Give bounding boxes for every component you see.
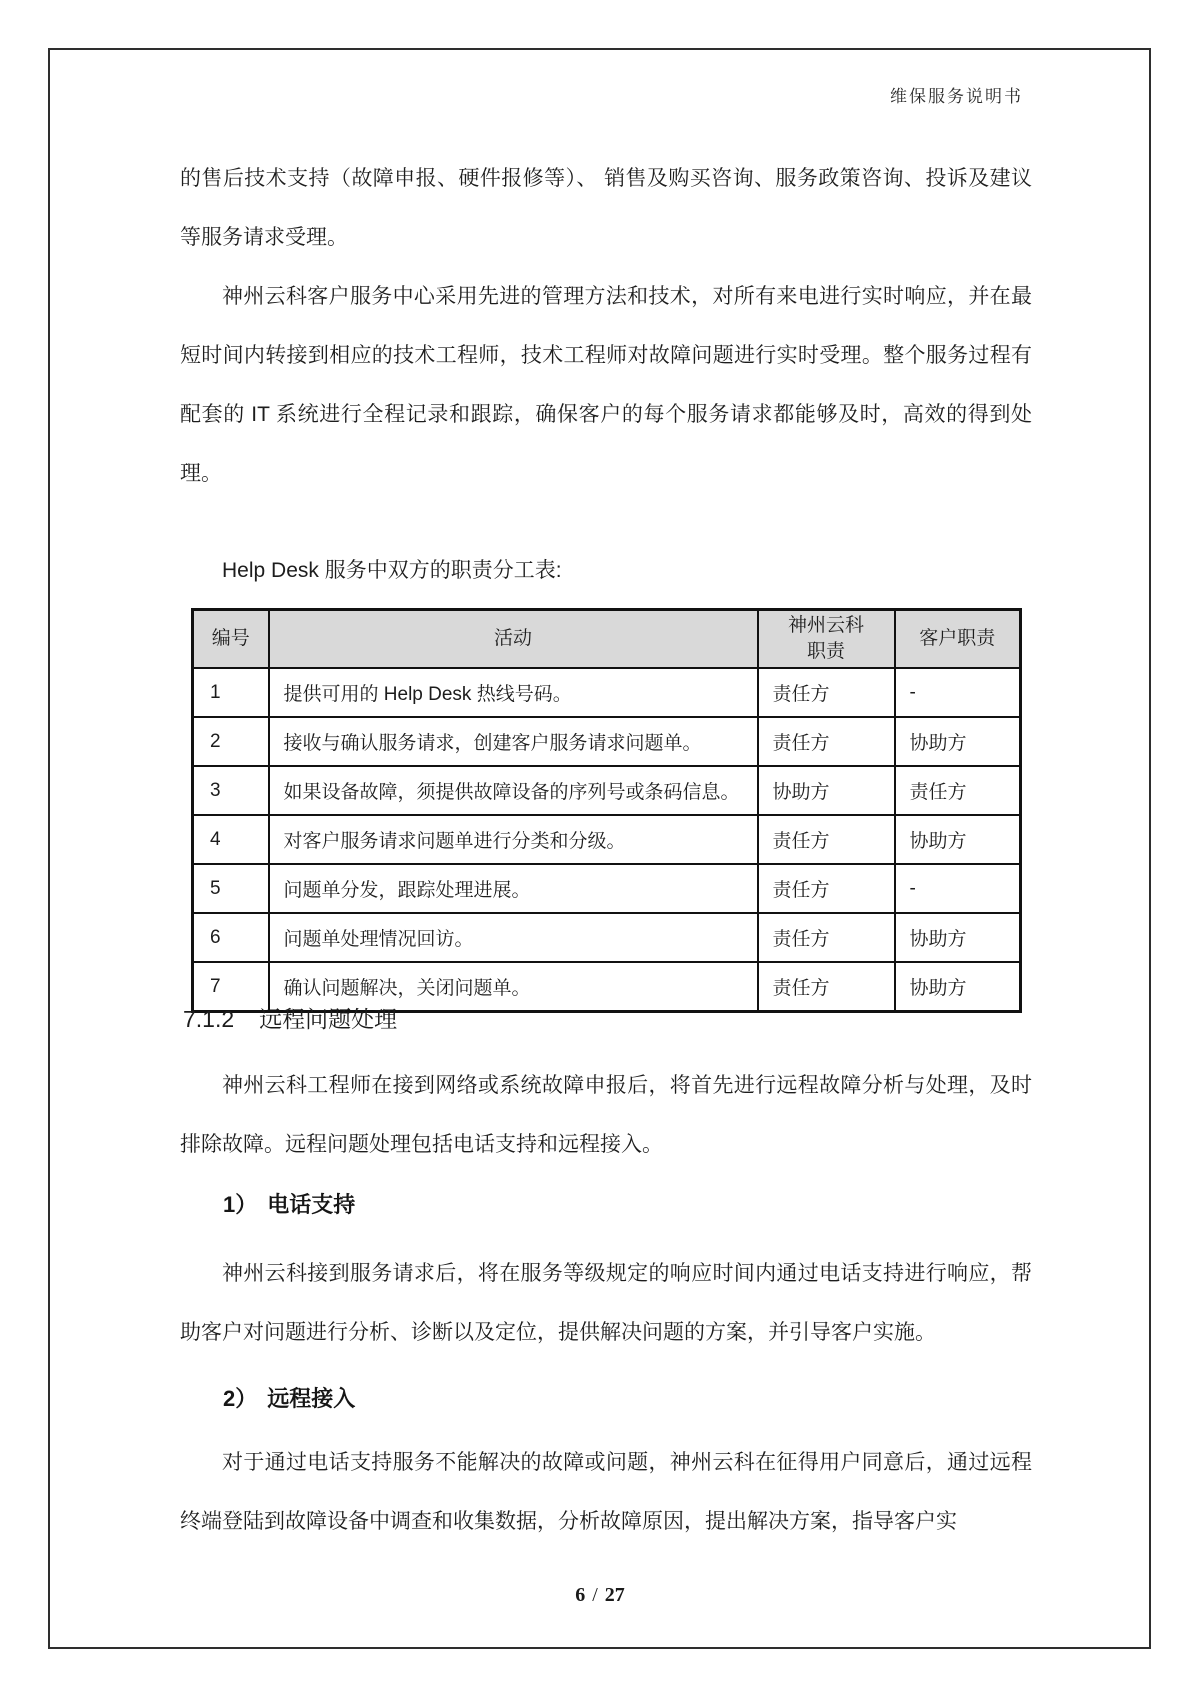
page-separator: / — [592, 1584, 598, 1606]
page-current: 6 — [575, 1584, 586, 1606]
header-vendor-line2: 职责 — [806, 641, 845, 662]
cell-vendor: 责任方 — [758, 815, 895, 864]
subheading-2-title: 远程接入 — [267, 1386, 356, 1411]
cell-customer: 协助方 — [895, 962, 1021, 1012]
paragraph-remote-access: 对于通过电话支持服务不能解决的故障或问题，神州云科在征得用户同意后，通过远程终端登陆到故障设备中调查和收集数据，分析故障原因，提出解决方案，指导客户实 — [180, 1451, 1032, 1533]
cell-vendor: 责任方 — [758, 864, 895, 913]
cell-vendor: 责任方 — [758, 962, 895, 1012]
cell-id: 4 — [193, 815, 269, 864]
cell-customer: 协助方 — [895, 815, 1021, 864]
header-cell-customer: 客户职责 — [895, 610, 1021, 669]
paragraph-continuation: 的售后技术支持（故障申报、硬件报修等）、 销售及购买咨询、服务政策咨询、投诉及建议等服务请求受理。 — [180, 167, 1032, 249]
cell-activity: 接收与确认服务请求，创建客户服务请求问题单。 — [269, 717, 758, 766]
subheading-1-title: 电话支持 — [267, 1192, 356, 1217]
cell-customer: 责任方 — [895, 766, 1021, 815]
cell-activity: 提供可用的 Help Desk 热线号码。 — [269, 668, 758, 717]
responsibility-table — [191, 608, 1022, 1013]
page-header-title: 维保服务说明书 — [890, 87, 1023, 106]
section-number: 7.1.2 — [183, 1006, 235, 1032]
cell-customer: - — [895, 864, 1021, 913]
cell-activity: 问题单处理情况回访。 — [269, 913, 758, 962]
subheading-1-label: 1） — [223, 1192, 258, 1217]
table-row — [193, 668, 1021, 717]
cell-activity: 问题单分发，跟踪处理进展。 — [269, 864, 758, 913]
subheading-phone-support — [223, 1188, 355, 1219]
cell-id: 3 — [193, 766, 269, 815]
subheading-remote-access — [223, 1382, 355, 1413]
cell-activity: 确认问题解决，关闭问题单。 — [269, 962, 758, 1012]
table-intro-line: Help Desk 服务中双方的职责分工表: — [222, 559, 562, 582]
table-row — [193, 717, 1021, 766]
cell-customer: - — [895, 668, 1021, 717]
table-row — [193, 913, 1021, 962]
header-cell-activity: 活动 — [269, 610, 758, 669]
cell-vendor: 协助方 — [758, 766, 895, 815]
header-cell-vendor — [758, 610, 895, 669]
cell-vendor: 责任方 — [758, 668, 895, 717]
cell-vendor: 责任方 — [758, 913, 895, 962]
page-number — [0, 1584, 1200, 1607]
section-heading-712 — [183, 1001, 397, 1034]
table-header-row — [193, 610, 1021, 669]
section-title: 远程问题处理 — [259, 1006, 398, 1032]
cell-id: 1 — [193, 668, 269, 717]
paragraph-phone-support: 神州云科接到服务请求后，将在服务等级规定的响应时间内通过电话支持进行响应，帮助客户对问题进行分析、诊断以及定位，提供解决问题的方案，并引导客户实施。 — [180, 1262, 1032, 1344]
cell-activity: 对客户服务请求问题单进行分类和分级。 — [269, 815, 758, 864]
page-total: 27 — [604, 1584, 625, 1606]
table-row — [193, 766, 1021, 815]
cell-id: 5 — [193, 864, 269, 913]
cell-customer: 协助方 — [895, 717, 1021, 766]
cell-id: 2 — [193, 717, 269, 766]
table-row — [193, 815, 1021, 864]
header-cell-id: 编号 — [193, 610, 269, 669]
subheading-2-label: 2） — [223, 1386, 258, 1411]
cell-activity: 如果设备故障，须提供故障设备的序列号或条码信息。 — [269, 766, 758, 815]
cell-id: 6 — [193, 913, 269, 962]
paragraph-service-center: 神州云科客户服务中心采用先进的管理方法和技术，对所有来电进行实时响应，并在最短时间内转接到相应的技术工程师，技术工程师对故障问题进行实时受理。整个服务过程有配套的 IT 系统进行全程记录和跟踪，确保客户的每个服务请求都能够及时，高效的得到处理。 — [180, 285, 1032, 485]
cell-customer: 协助方 — [895, 913, 1021, 962]
header-vendor-line1: 神州云科 — [787, 615, 864, 636]
table-row — [193, 864, 1021, 913]
cell-id: 7 — [193, 962, 269, 1012]
cell-vendor: 责任方 — [758, 717, 895, 766]
paragraph-remote-handling: 神州云科工程师在接到网络或系统故障申报后，将首先进行远程故障分析与处理，及时排除故障。远程问题处理包括电话支持和远程接入。 — [180, 1074, 1032, 1156]
